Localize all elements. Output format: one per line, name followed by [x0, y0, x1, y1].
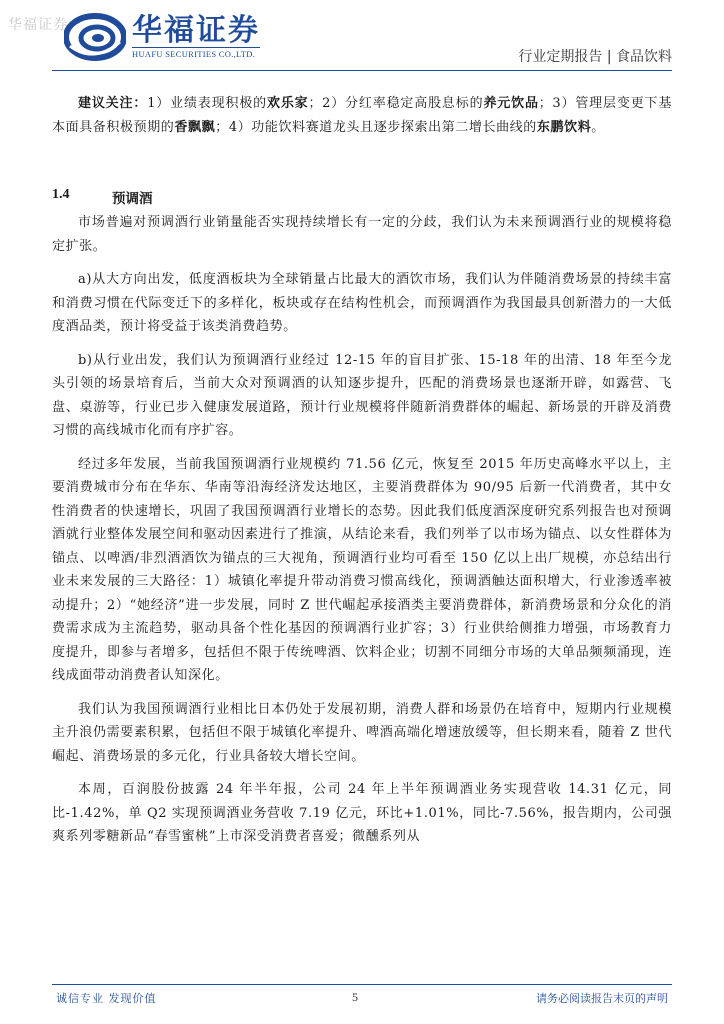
section-number: 1.4 [52, 187, 70, 202]
body-paragraph: a)从大方向出发，低度酒板块为全球销量占比最大的酒饮市场，我们认为伴随消费场景的持续丰富和消费习惯在代际变迁下的多样化，板块或存在结构性机会，而预调酒作为我国最具创新潜力的一大低度酒品类，预计将受益于该类消费趋势。 [52, 272, 672, 334]
footer-disclaimer: 请务必阅读报告末页的声明 [536, 992, 668, 1005]
footer-slogan: 诚信专业 发现价值 [56, 992, 157, 1005]
company-logo [64, 12, 260, 62]
page-number: 5 [352, 990, 358, 1004]
main-content [52, 92, 672, 849]
header-divider [52, 70, 672, 71]
section-title: 预调酒 [112, 191, 153, 207]
logo-english-name: HUAFU SECURITIES CO.,LTD. [132, 47, 260, 59]
logo-chinese-name: 华福证券 [132, 13, 260, 48]
body-paragraph: b)从行业出发，我们认为预调酒行业经过 12-15 年的盲目扩张、15-18 年的出清、18 年至今龙头引领的场景培育后，当前大众对预调酒的认知逐步提升，匹配的消费场景也逐渐开辟，如露营、飞盘、桌游等，行业已步入健康发展道路，预计行业规模将伴随新消费群体的崛起、新场景的开辟及消费习惯的高线城市化而有序扩容。 [52, 352, 672, 438]
section-heading [52, 187, 672, 207]
body-paragraph: 本周，百润股份披露 24 年半年报，公司 24 年上半年预调酒业务实现营收 14.31 亿元，同比-1.42%，单 Q2 实现预调酒业务营收 7.19 亿元，环比+1.01%，同比-7.56%，报告期内，公司强爽系列零糖新品“春雪蜜桃”上市深受消费者喜爱；微醺系列从 [52, 782, 672, 844]
recommendation-paragraph [52, 92, 672, 139]
rec-text-2: ；2）分红率稳定高股息标的 [308, 96, 484, 111]
footer-divider [52, 984, 672, 985]
company-4: 东鹏饮料 [536, 119, 592, 135]
rec-text-5: 。 [591, 119, 605, 135]
company-1: 欢乐家 [267, 96, 309, 111]
logo-text [132, 15, 260, 59]
body-paragraph: 市场普遍对预调酒行业销量能否实现持续增长有一定的分歧，我们认为未来预调酒行业的规模将稳定扩张。 [52, 215, 672, 254]
recommendation-label: 建议关注： [78, 96, 148, 111]
report-type: 行业定期报告 | 食品饮料 [518, 49, 672, 65]
watermark: 华福证券 [8, 17, 68, 33]
company-3: 香飘飘 [174, 119, 216, 135]
logo-swirl-icon [64, 12, 126, 62]
body-paragraph: 我们认为我国预调酒行业相比日本仍处于发展初期，消费人群和场景仍在培育中，短期内行业规模主升浪仍需要素积累，包括但不限于城镇化率提升、啤酒高端化增速放缓等，但长期来看，随着 Z 世代崛起、消费场景的多元化，行业具备较大增长空间。 [52, 701, 672, 764]
rec-text-4: ；4）功能饮料赛道龙头且逐步探索出第二增长曲线的 [215, 119, 537, 135]
rec-text-1: 1）业绩表现积极的 [147, 96, 267, 111]
body-paragraph: 经过多年发展，当前我国预调酒行业规模约 71.56 亿元，恢复至 2015 年历史高峰水平以上，主要消费城市分布在华东、华南等沿海经济发达地区，主要消费群体为 90/95 后新一代消费者，其中女性消费者的快速增长，巩固了我国预调酒行业增长的态势。因此我们低度酒深度研究系列报告也对预调酒就行业整体发展空间和驱动因素进行了推演，从结论来看，我们列举了以市场为锚点、以女性群体为锚点、以啤酒/非烈酒酒饮为锚点的三大视角，预调酒行业均可看至 150 亿以上出厂规模，亦总结出行业未来发展的三大路径：1）城镇化率提升带动消费习惯高线化，预调酒触达面积增大，行业渗透率被动提升；2）“她经济”进一步发展，同时 Z 世代崛起承接酒类主要消费群体，新消费场景和分众化的消费需求成为主流趋势，驱动具备个性化基因的预调酒行业扩容；3）行业供给侧推力增强，市场教育力度提升，即参与者增多，包括但不限于传统啤酒、饮料企业；切割不同细分市场的大单品频频涌现，连线成面带动消费者认知深化。 [52, 456, 672, 683]
rec-text-3: ；3）管理层变更下基本面具备积极预期的 [52, 96, 672, 135]
company-2: 养元饮品 [483, 96, 539, 111]
